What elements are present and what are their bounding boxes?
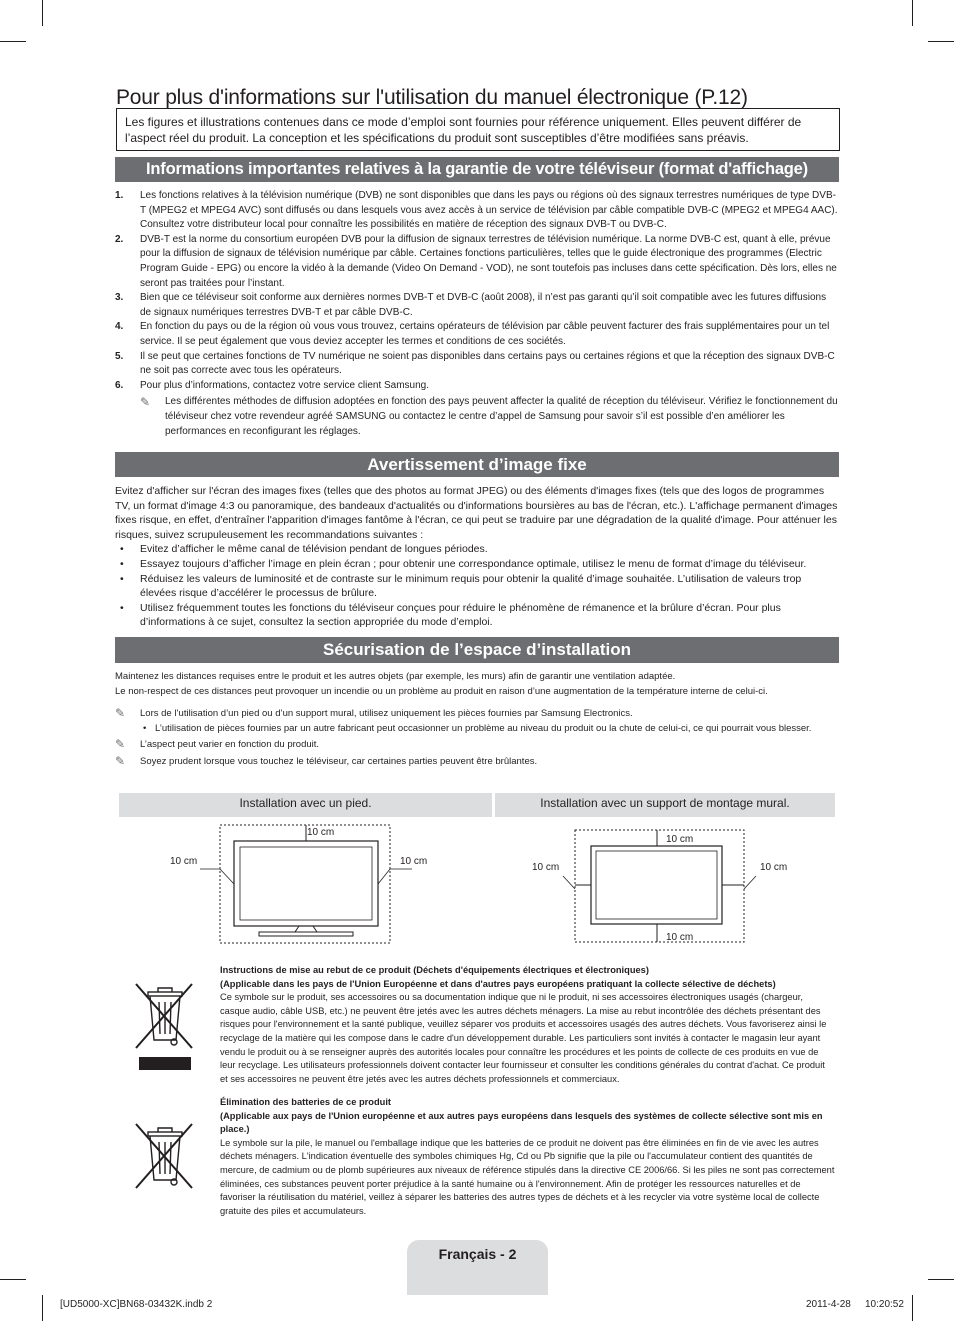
page-number: Français - 2 bbox=[438, 1246, 517, 1262]
item-text: Bien que ce téléviseur soit conforme aux dernières normes DVB-T et DVB-C (août 2008), il n’est pas garanti qu’il soit compatible avec les futures diffusions de signaux numériques terrestres DVB-T et par câble DVB-C. bbox=[140, 292, 827, 318]
item-text: En fonction du pays ou de la région où vous vous trouvez, certains opérateurs de télévision par câble peuvent facturer des frais supplémentaires pour un tel service. Il se peut également que vous deviez accepter les termes et conditions de ces sociétés. bbox=[140, 321, 830, 347]
crop-mark bbox=[0, 41, 26, 42]
bullet-icon: • bbox=[120, 557, 124, 570]
stand-installation-header: Installation avec un pied. bbox=[119, 793, 492, 817]
print-file-info: [UD5000-XC]BN68-03432K.indb 2 bbox=[60, 1299, 213, 1310]
wall-right-clearance-label: 10 cm bbox=[760, 862, 788, 873]
print-time: 10:20:52 bbox=[865, 1299, 904, 1310]
item-number: 4. bbox=[115, 321, 124, 333]
crop-mark bbox=[42, 1295, 43, 1321]
crossed-out-bin-icon bbox=[130, 976, 200, 1074]
bullet-icon: • bbox=[120, 543, 124, 556]
list-item bbox=[115, 542, 839, 557]
crossed-out-bin-icon bbox=[130, 1120, 200, 1198]
bullet-icon: • bbox=[120, 601, 124, 614]
crop-mark bbox=[0, 1279, 26, 1280]
wall-clearance-diagram bbox=[525, 825, 805, 947]
page-title: Pour plus d'informations sur l'utilisation du manuel électronique (P.12) bbox=[116, 86, 748, 110]
still-image-intro: Evitez d'afficher sur l'écran des images fixes (telles que des photos au format JPEG) ou des éléments d'images fixes (tels que des logos de programmes TV, un format d'image 4:3 ou panoramique, des bandeaux d'actualités ou d'informations boursières au bas de l'écran, etc.). L'affichage permanent d'images fixes risque, en effet, d'entraîner l'apparition d'images fantôme à l'écran, ce qui peut se traduire par une dégradation de la qualité d'image. Pour atténuer les risques, suivez scrupuleusement les recommandations suivantes : bbox=[115, 485, 838, 541]
weee-title: Instructions de mise au rebut de ce produit (Déchets d'équipements électriques et électroniques) bbox=[220, 965, 649, 975]
list-item bbox=[115, 601, 839, 630]
item-text: Pour plus d’informations, contactez votre service client Samsung. bbox=[140, 379, 430, 391]
section-heading-installation-space: Sécurisation de l’espace d’installation bbox=[115, 637, 839, 663]
weee-disposal-section bbox=[220, 964, 835, 1086]
bullet-text: Réduisez les valeurs de luminosité et de contraste sur le minimum requis pour obtenir la qualité d’image souhaitée. L’utilisation de valeurs trop élevées risque d’accélérer le processus de brûlure. bbox=[140, 572, 802, 600]
note-text: Soyez prudent lorsque vous touchez le téléviseur, car certaines parties peuvent être brûlantes. bbox=[140, 755, 538, 767]
weee-body: Ce symbole sur le produit, ses accessoires ou sa documentation indique que ni le produit, ni ses accessoires électroniques usagés (chargeur, casque audio, câble USB, etc.) ne peuvent être jetés avec les autres déchets ménagers. La mise au rebut incontrôlée des déchets présentant des risques pour l'environnement et la santé publique, veuillez séparer vos produits et accessoires usagés des autres déchets. Vous favoriserez ainsi le recyclage de la matière qui les compose dans le cadre d'un développement durable. Les particuliers sont invités à contacter le magasin leur ayant vendu le produit ou à se renseigner auprès des autorités locales pour connaître les procédures et les points de collecte de ces produits en vue de leur recyclage. Les utilisateurs professionnels doivent contacter leur fournisseur et consulter les conditions générales du contrat d'achat. Ce produit et ses accessoires ne peuvent être jetés avec les autres déchets professionnels et commerciaux. bbox=[220, 992, 827, 1084]
overheat-warning-text: Le non-respect de ces distances peut provoquer un incendie ou un problème au produit en raison d’une augmentation de la température interne de celui-ci. bbox=[115, 685, 768, 697]
note-text: L’aspect peut varier en fonction du produit. bbox=[140, 739, 320, 750]
crop-mark bbox=[912, 1295, 913, 1321]
still-image-section bbox=[115, 484, 839, 630]
list-item bbox=[115, 291, 839, 320]
item-number: 2. bbox=[115, 233, 124, 245]
pencil-note-icon: ✎ bbox=[115, 706, 126, 720]
stand-left-clearance-label: 10 cm bbox=[170, 856, 198, 867]
list-item bbox=[115, 320, 839, 349]
item-text: Les fonctions relatives à la télévision numérique (DVB) ne sont disponibles que dans les pays ou régions où des signaux terrestres numériques de type DVB-T (MPEG2 et MPEG4 AVC) sont diffusés ou dans lesquels vous avez accès à un service de télévision par câble compatible DVB-C (MPEG2 et MPEG4 AAC). Consultez votre distributeur local pour connaître les possibilités en matière de réception des signaux DVB-T ou DVB-C. bbox=[140, 190, 838, 231]
note-text: Les différentes méthodes de diffusion adoptées en fonction des pays peuvent affecter la qualité de réception du téléviseur. Vérifiez le fonctionnement du téléviseur chez votre revendeur agréé SAMSUNG ou contactez le centre d’appel de Samsung pour savoir s’il est possible d’en améliorer les performances en reconfigurant les réglages. bbox=[165, 396, 838, 437]
battery-subtitle: (Applicable aux pays de l'Union européenne et aux autres pays européens dans lesquels des systèmes de collecte sélective sont mis en place.) bbox=[220, 1110, 823, 1135]
note-item bbox=[115, 755, 839, 770]
battery-title: Élimination des batteries de ce produit bbox=[220, 1097, 391, 1107]
page-number-tab bbox=[407, 1240, 548, 1295]
wall-left-clearance-label: 10 cm bbox=[532, 862, 560, 873]
bullet-icon: • bbox=[120, 572, 124, 585]
wall-bottom-clearance-label: 10 cm bbox=[666, 932, 694, 943]
print-date: 2011-4-28 bbox=[806, 1299, 851, 1310]
section-heading-still-image: Avertissement d’image fixe bbox=[115, 452, 839, 477]
stand-top-clearance-label: 10 cm bbox=[307, 827, 335, 838]
list-item bbox=[115, 722, 839, 737]
battery-disposal-section bbox=[220, 1096, 835, 1218]
bullet-text: L’utilisation de pièces fournies par un autre fabricant peut occasionner un problème au niveau du produit ou la chute de celui-ci, ce qui pourrait vous blesser. bbox=[155, 722, 812, 734]
item-text: Il se peut que certaines fonctions de TV numérique ne soient pas disponibles dans certains pays ou certaines régions et que la réception des signaux DVB-C ne soit pas correcte avec tous les opérateurs. bbox=[140, 350, 835, 377]
battery-body: Le symbole sur la pile, le manuel ou l'emballage indique que les batteries de ce produit ne doivent pas être éliminées en fin de vie avec les autres déchets ménagers. L'indication éventuelle des symboles chimiques Hg, Cd ou Pb signifie que la pile ou l'accumulateur contient des quantités de mercure, de cadmium ou de plomb supérieures aux niveaux de référence stipulés dans la directive CE 2006/66. Si les piles ne sont pas correctement éliminées, ces substances peuvent porter préjudice à la santé humaine ou à l'environnement. Afin de protéger les ressources naturelles et de favoriser la réutilisation du matériel, veillez à séparer les batteries des autres types de déchets et à les recycler via votre système local de collecte gratuite des piles et accumulateurs. bbox=[220, 1137, 835, 1216]
wall-installation-header: Installation avec un support de montage mural. bbox=[495, 793, 835, 817]
list-item bbox=[115, 350, 839, 379]
pencil-note-icon: ✎ bbox=[115, 753, 126, 768]
reception-note bbox=[115, 395, 839, 439]
stand-clearance-diagram bbox=[160, 820, 450, 946]
list-item bbox=[115, 379, 839, 394]
note-text: Lors de l’utilisation d’un pied ou d’un support mural, utilisez uniquement les pièces fournies par Samsung Electronics. bbox=[140, 708, 633, 719]
crop-mark bbox=[42, 0, 43, 26]
pencil-note-icon: ✎ bbox=[115, 737, 126, 751]
pencil-note-icon: ✎ bbox=[140, 395, 151, 410]
list-item bbox=[115, 233, 839, 291]
note-item bbox=[115, 707, 839, 722]
bullet-text: Evitez d’afficher le même canal de télévision pendant de longues périodes. bbox=[140, 543, 488, 556]
wall-top-clearance-label: 10 cm bbox=[666, 834, 694, 845]
bullet-icon: • bbox=[143, 722, 147, 734]
crop-mark bbox=[912, 0, 913, 26]
warranty-list bbox=[115, 189, 839, 439]
item-number: 5. bbox=[115, 350, 124, 362]
stand-right-clearance-label: 10 cm bbox=[400, 856, 428, 867]
installation-space-section bbox=[115, 670, 839, 769]
item-number: 3. bbox=[115, 292, 124, 304]
item-number: 1. bbox=[115, 190, 124, 201]
weee-subtitle: (Applicable dans les pays de l'Union Européenne et dans d'autres pays européens pratiquant la collecte sélective de déchets) bbox=[220, 978, 776, 989]
crop-mark bbox=[928, 1279, 954, 1280]
item-text: DVB-T est la norme du consortium européen DVB pour la diffusion de signaux terrestres de télévision numérique. La norme DVB-C est, quant à elle, prévue pour la diffusion de signaux de télévision numérique par câble. Certaines fonctions particulières, telles que le guide électronique des programmes (Electric Program Guide - EPG) ou encore la vidéo à la demande (Video On Demand - VOD), ne sont toutefois pas incluses dans cette spécification. Dès lors, elles ne seront pas traitées pour l’instant. bbox=[140, 233, 837, 289]
bullet-text: Utilisez fréquemment toutes les fonctions du téléviseur conçues pour réduire le phénomène de rémanence et la brûlure d’écran. Pour plus d’informations à ce sujet, consultez la section appropriée du mode d’emploi. bbox=[140, 601, 781, 629]
section-heading-warranty: Informations importantes relatives à la garantie de votre téléviseur (format d'affichage) bbox=[115, 157, 839, 182]
ventilation-text: Maintenez les distances requises entre le produit et les autres objets (par exemple, les murs) afin de garantir une ventilation adaptée. bbox=[115, 671, 676, 682]
crop-mark bbox=[928, 41, 954, 42]
list-item bbox=[115, 572, 839, 601]
note-item bbox=[115, 738, 839, 753]
item-number: 6. bbox=[115, 379, 124, 391]
list-item bbox=[115, 557, 839, 572]
bullet-text: Essayez toujours d’afficher l’image en plein écran ; pour obtenir une correspondance optimale, utilisez le menu de format d’image du téléviseur. bbox=[140, 557, 807, 570]
disclaimer-box: Les figures et illustrations contenues dans ce mode d’emploi sont fournies pour référence uniquement. Elles peuvent différer de l’aspect réel du produit. La conception et les spécifications du produit sont susceptibles d’être modifiées sans préavis. bbox=[116, 108, 840, 151]
list-item bbox=[115, 189, 839, 233]
